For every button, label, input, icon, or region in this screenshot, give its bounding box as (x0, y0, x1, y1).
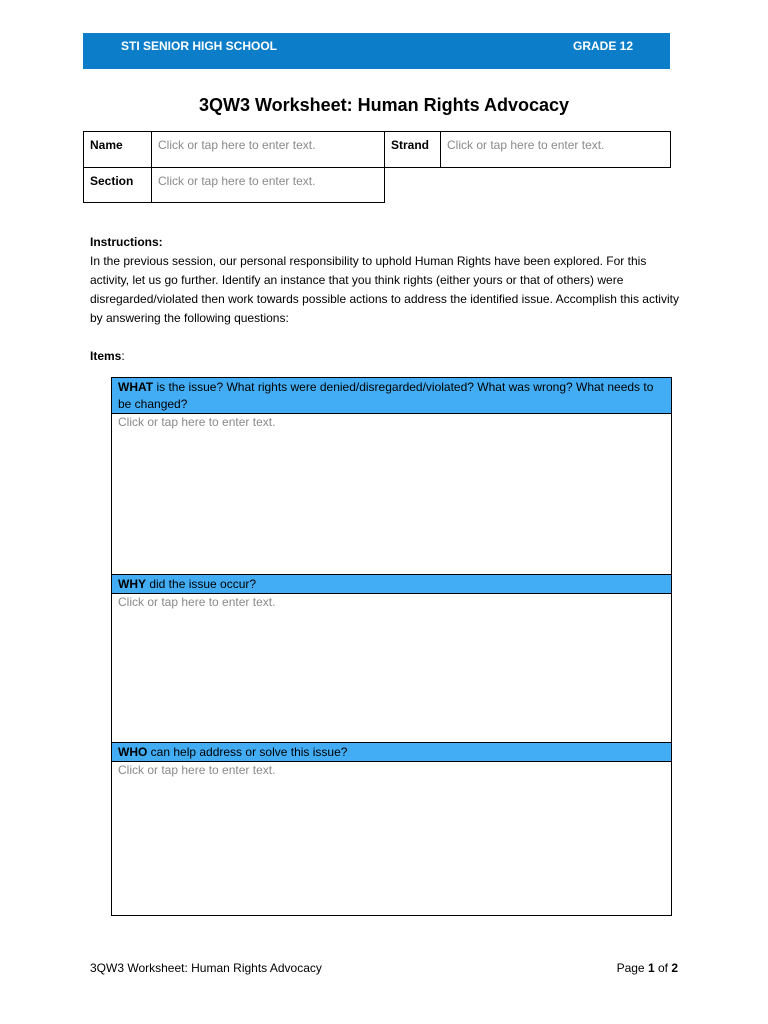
question-keyword: WHY (118, 577, 146, 591)
section-field[interactable]: Click or tap here to enter text. (151, 167, 385, 203)
name-field[interactable]: Click or tap here to enter text. (151, 131, 385, 168)
question-keyword: WHAT (118, 380, 154, 394)
question-text: is the issue? What rights were denied/disregarded/violated? What was wrong? What needs to be changed? (118, 380, 654, 411)
page-of: of (654, 961, 672, 975)
question-who-header (112, 743, 671, 762)
header-banner (83, 33, 670, 69)
answer-what-field[interactable]: Click or tap here to enter text. (118, 415, 276, 429)
answer-who-field[interactable]: Click or tap here to enter text. (118, 763, 276, 777)
section-label: Section (83, 167, 152, 203)
items-label (90, 349, 125, 363)
name-label: Name (83, 131, 152, 168)
instructions-body: In the previous session, our personal responsibility to uphold Human Rights have been explored. For this activity, let us go further. Identify an instance that you think rights (either yours or that of others) were disregarded/violated then work towards possible actions to address the identified issue. Accomplish this activity by answering the following questions: (90, 254, 679, 325)
items-label-text: Items (90, 349, 122, 363)
question-keyword: WHO (118, 745, 148, 759)
items-label-suffix: : (121, 349, 125, 363)
instructions-block (90, 233, 682, 328)
page-current: 1 (647, 961, 655, 975)
page-total: 2 (671, 961, 678, 975)
question-text: did the issue occur? (146, 577, 257, 591)
footer-title: 3QW3 Worksheet: Human Rights Advocacy (90, 961, 322, 975)
instructions-heading: Instructions: (90, 235, 163, 249)
answer-why-field[interactable]: Click or tap here to enter text. (118, 595, 276, 609)
page-word: Page (616, 961, 648, 975)
page-number (617, 961, 678, 975)
question-why-header (112, 575, 671, 594)
school-name: STI SENIOR HIGH SCHOOL (121, 39, 278, 53)
strand-field[interactable]: Click or tap here to enter text. (440, 131, 671, 168)
strand-label: Strand (384, 131, 441, 168)
page-title: 3QW3 Worksheet: Human Rights Advocacy (198, 95, 570, 115)
question-text: can help address or solve this issue? (147, 745, 348, 759)
grade-level: GRADE 12 (573, 39, 634, 53)
question-what-header (112, 378, 671, 414)
questions-table (111, 377, 672, 916)
